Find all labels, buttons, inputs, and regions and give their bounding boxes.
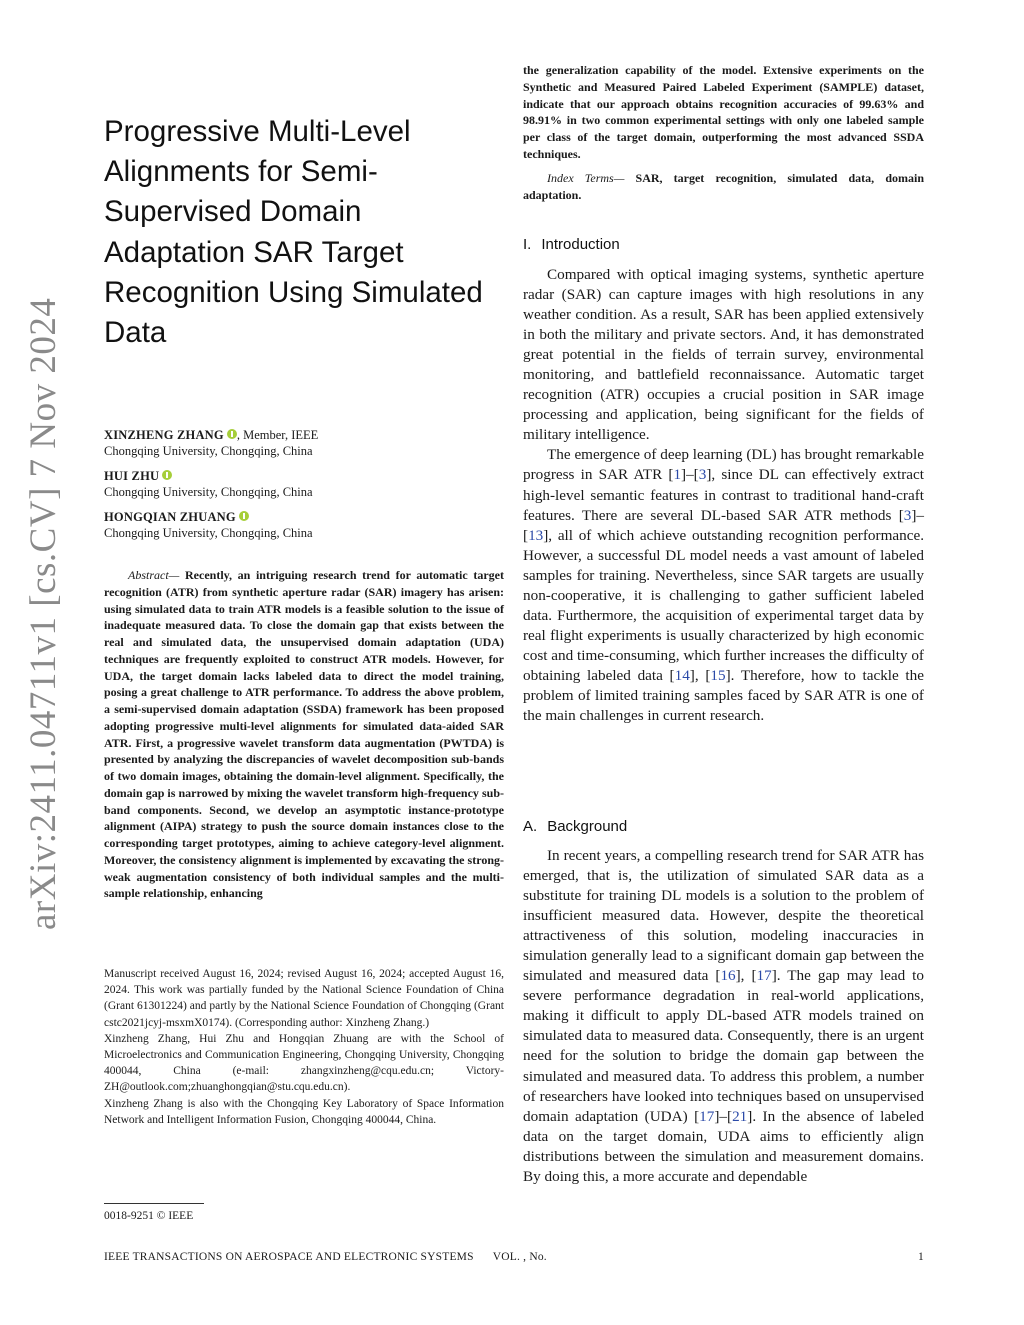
author-name: HONGQIAN ZHUANG	[104, 510, 236, 524]
citation-link[interactable]: 3	[698, 466, 707, 484]
page-footer	[104, 1251, 924, 1263]
footnote-divider	[104, 1203, 204, 1204]
index-terms	[523, 170, 924, 204]
section-number: I.	[523, 236, 532, 253]
citation-link[interactable]: 16	[720, 967, 736, 985]
page-number: 1	[918, 1251, 924, 1263]
citation-link[interactable]: 15	[710, 666, 726, 684]
orcid-icon[interactable]	[162, 470, 172, 480]
paper-title: Progressive Multi-Level Alignments for Semi-Supervised Domain Adaptation SAR Target Recognition Using Simulated Data	[104, 115, 483, 350]
orcid-icon[interactable]	[227, 429, 237, 439]
abstract	[104, 567, 504, 902]
index-terms-label: Index Terms—	[547, 171, 625, 185]
author-affiliation: Chongqing University, Chongqing, China	[104, 485, 313, 499]
abstract-continuation: the generalization capability of the model. Extensive experiments on the Synthetic and Measured Paired Labeled Experiment (SAMPLE) dataset, indicate that our approach obtains recognition accuracies of 99.63% and 98.91% in two common experimental settings with only one labeled sample per class of the target domain, outperforming the most advanced SSDA techniques.	[523, 63, 924, 161]
citation-link[interactable]: 3	[903, 506, 912, 524]
volume-info: VOL. , No.	[492, 1251, 547, 1263]
section-heading-introduction	[523, 236, 620, 253]
citation-link[interactable]: 17	[756, 967, 772, 985]
citation-link[interactable]: 21	[732, 1107, 748, 1125]
arxiv-identifier: arXiv:2411.04711v1 [cs.CV] 7 Nov 2024	[23, 297, 64, 930]
introduction-body	[523, 265, 924, 726]
footnote-affiliations: Xinzheng Zhang, Hui Zhu and Hongqian Zhuang are with the School of Microelectronics and Communication Engineering, Chongqing University, Chongqing 400044, China (e-mail: zhangxinzheng@cqu.edu.cn; Victory-ZH@outlook.com;zhuanghongqian@stu.cqu.edu.cn).	[104, 1032, 504, 1094]
author-3	[104, 509, 504, 541]
paragraph: Compared with optical imaging systems, synthetic aperture radar (SAR) can capture images with high resolutions in any weather condition. As a result, SAR has been applied extensively in both the military and private sectors. And, it has demonstrated great potential in the fields of terrain survey, environmental monitoring, and battlefield reconnaissance. Automatic target recognition (ATR) occupies a crucial position in SAR image processing and application, being significant for the fields of military intelligence.	[523, 266, 924, 444]
citation-link[interactable]: 17	[699, 1107, 715, 1125]
author-2	[104, 468, 504, 500]
section-title: Introduction	[541, 236, 620, 253]
author-list	[104, 427, 504, 550]
background-body	[523, 846, 924, 1187]
citation-link[interactable]: 1	[673, 466, 682, 484]
author-affiliation: Chongqing University, Chongqing, China	[104, 526, 313, 540]
abstract-label: Abstract—	[128, 568, 180, 582]
section-heading-background	[523, 818, 627, 835]
footnote-lab: Xinzheng Zhang is also with the Chongqing Key Laboratory of Space Information Network and Intelligent Information Fusion, Chongqing 400044, China.	[104, 1097, 504, 1126]
section-number: A.	[523, 818, 538, 835]
author-1	[104, 427, 504, 459]
index-terms-text: SAR, target recognition, simulated data, domain adaptation.	[523, 171, 924, 202]
paragraph: In recent years, a compelling research trend for SAR ATR has emerged, that is, the utilization of simulated SAR data as a substitute for training DL models is a solution to the problem of insufficient measured data. However, despite the theoretical attractiveness of this solution, modeling inaccuracies in simulation generally lead to a significant domain gap between the simulated and measured data [16], [17]. The gap may lead to severe performance degradation in real-world applications, making it difficult to apply DL-based ATR models trained on simulated data to measured data. Consequently, there is an urgent need for the solution to bridge the domain gap between the simulated and measured data. To address this problem, a number of researchers have looked into techniques based on unsupervised domain adaptation (UDA) [17]–[21]. In the absence of labeled data on the target domain, UDA aims to efficiently align distributions between the simulation and measurement domains. By doing this, a more accurate and dependable	[523, 847, 925, 1185]
journal-name: IEEE TRANSACTIONS ON AEROSPACE AND ELECTRONIC SYSTEMS	[104, 1251, 474, 1263]
footnote-received: Manuscript received August 16, 2024; revised August 16, 2024; accepted August 16, 2024. This work was partially funded by the National Science Foundation of China (Grant 61301224) and partly by the National Science Foundation of Chongqing (Grant cstc2021jcyj-msxmX0174). (Corresponding author: Xinzheng Zhang.)	[104, 968, 504, 1029]
manuscript-footnote	[104, 966, 504, 1128]
author-name: HUI ZHU	[104, 469, 160, 483]
paragraph: The emergence of deep learning (DL) has brought remarkable progress in SAR ATR [1]–[3], since DL can effectively extract high-level semantic features in contrast to traditional hand-craft features. There are several DL-based SAR ATR methods [3]–[13], all of which achieve outstanding recognition performance. However, a successful DL model needs a vast amount of labeled samples for training. Nevertheless, since SAR targets are usually non-cooperative, it is challenging to gather sufficient labeled data. Furthermore, the acquisition of experimental target data by real flight experiments is usually characterized by high economic cost and time-consuming, which further increases the difficulty of obtaining labeled data [14], [15]. Therefore, how to tackle the problem of limited training samples faced by SAR ATR is one of the main challenges in current research.	[523, 446, 925, 725]
abstract-text: Recently, an intriguing research trend for automatic target recognition (ATR) from synthetic aperture radar (SAR) imagery has arisen: using simulated data to train ATR models is a feasible solution to the issue of inadequate measured data. To close the domain gap that exists between the real and simulated data, the unsupervised domain adaptation (UDA) techniques are frequently exploited to construct ATR models. However, for UDA, the target domain lacks labeled data to direct the model training, posing a great challenge to ATR performance. To address the above problem, a semi-supervised domain adaptation (SSDA) framework has been proposed adopting progressive multi-level alignments for simulated data-aided SAR ATR. First, a progressive wavelet transform data augmentation (PWTDA) is presented by analyzing the discrepancies of wavelet decomposition sub-bands of two domain images, obtaining the domain-level alignment. Specifically, the domain gap is narrowed by mixing the wavelet transform high-frequency sub-band components. Second, we develop an asymptotic instance-prototype alignment (AIPA) strategy to push the source domain instances close to the corresponding target prototypes, aiming to achieve category-level alignment. Moreover, the consistency alignment is implemented by excavating the strong-weak augmentation consistency of both individual samples and the multi-sample relationship, enhancing	[104, 568, 504, 901]
author-name: XINZHENG ZHANG	[104, 428, 224, 442]
citation-link[interactable]: 14	[674, 666, 690, 684]
author-affiliation: Chongqing University, Chongqing, China	[104, 444, 313, 458]
author-membership: , Member, IEEE	[236, 428, 319, 442]
orcid-icon[interactable]	[239, 511, 249, 521]
section-title: Background	[547, 818, 628, 835]
issn-copyright: 0018-9251 © IEEE	[104, 1210, 194, 1222]
citation-link[interactable]: 13	[528, 526, 544, 544]
